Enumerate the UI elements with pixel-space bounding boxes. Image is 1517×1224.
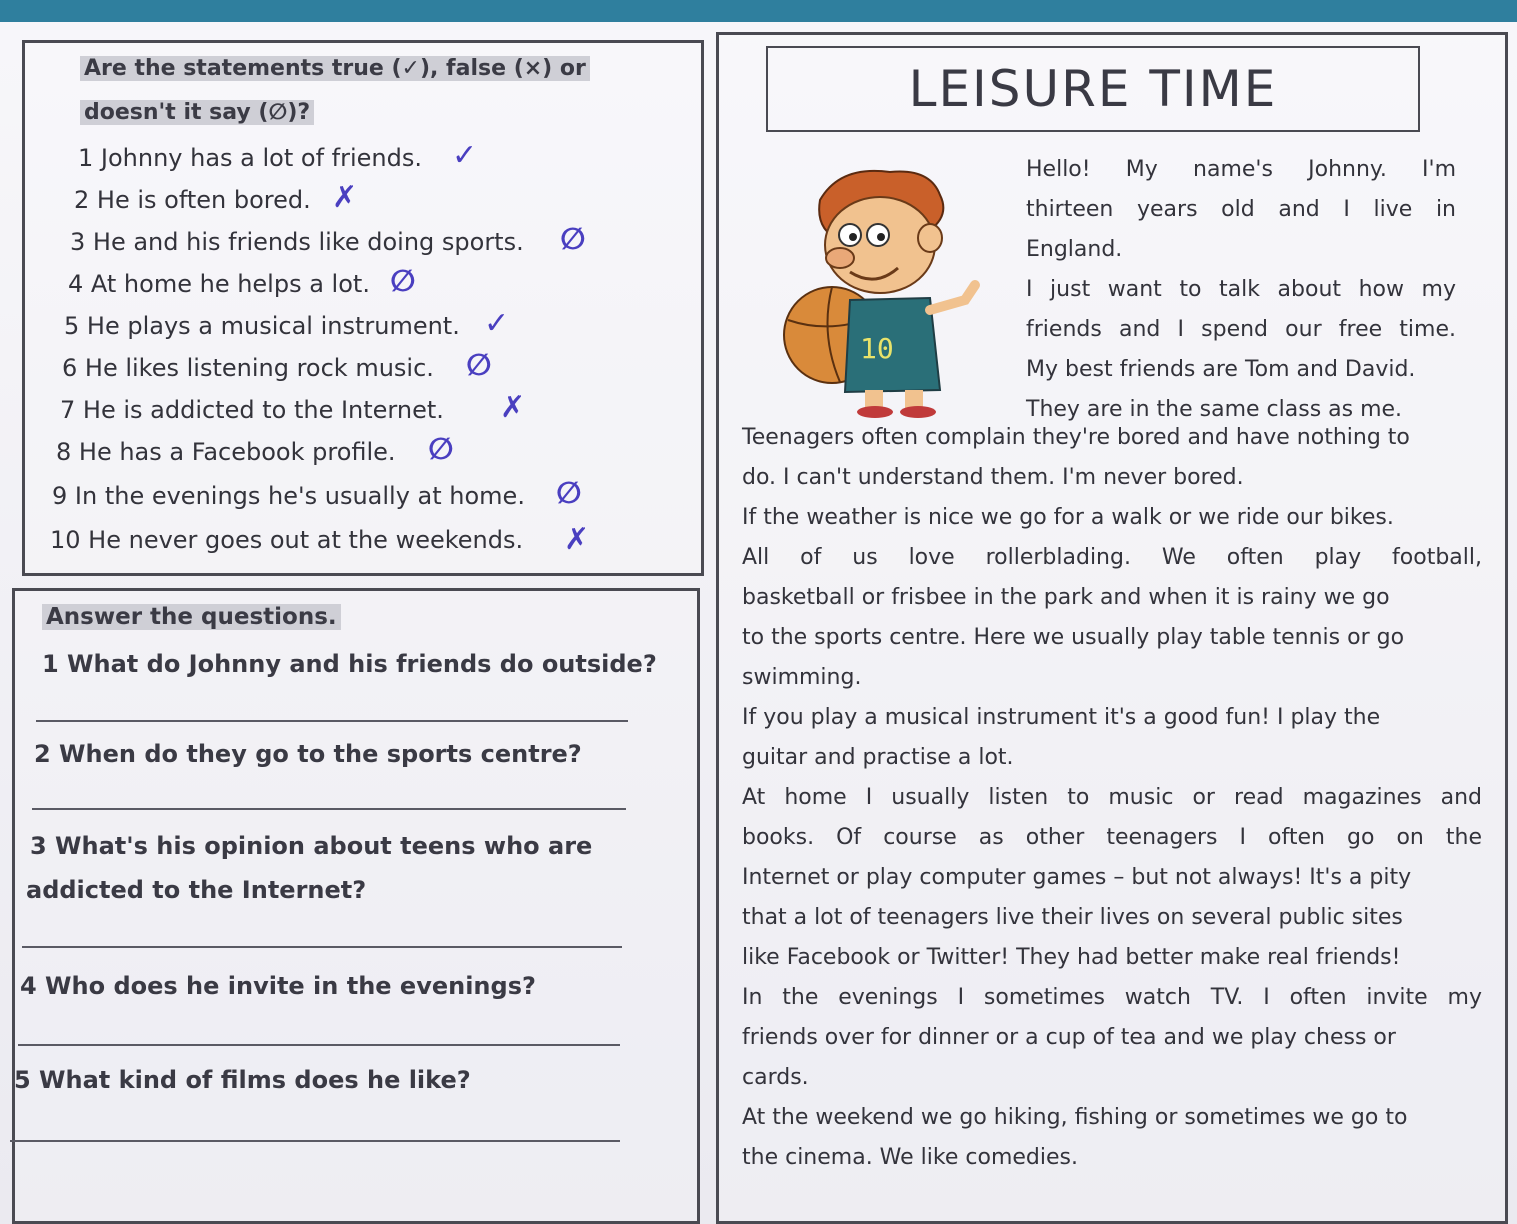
cross-mark: ✗ <box>500 390 526 425</box>
question-4: 4 Who does he invite in the evenings? <box>20 972 536 1000</box>
text-line: books. Of course as other teenagers I often go on the <box>742 825 1482 850</box>
text-line: swimming. <box>742 665 862 690</box>
text-line: If you play a musical instrument it's a good fun! I play the <box>742 705 1381 730</box>
answer-line-4[interactable] <box>18 1044 620 1046</box>
empty-set-mark: ∅ <box>556 476 582 511</box>
tf-statement: 7 He is addicted to the Internet. <box>60 396 444 424</box>
boy-with-basketball-illustration <box>780 160 1000 420</box>
tf-instruction-line1: Are the statements true (✓), false (×) or <box>80 56 590 81</box>
answer-line-1[interactable] <box>36 720 628 722</box>
empty-set-mark: ∅ <box>390 264 416 299</box>
main-text <box>742 418 1482 1178</box>
tf-statement: 4 At home he helps a lot. <box>68 270 370 298</box>
answer-line-3[interactable] <box>22 946 622 948</box>
text-line: like Facebook or Twitter! They had better make real friends! <box>742 945 1401 970</box>
text-line: In the evenings I sometimes watch TV. I often invite my <box>742 985 1482 1010</box>
text-line: Internet or play computer games – but not always! It's a pity <box>742 865 1412 890</box>
cross-mark: ✗ <box>564 522 590 557</box>
tf-statement: 9 In the evenings he's usually at home. <box>52 482 525 510</box>
text-line: Hello! My name's Johnny. I'm <box>1026 157 1456 182</box>
tf-statement: 6 He likes listening rock music. <box>62 354 434 382</box>
text-line: All of us love rollerblading. We often play football, <box>742 545 1482 570</box>
question-3: 3 What's his opinion about teens who are <box>30 832 593 860</box>
text-line: Teenagers often complain they're bored and have nothing to <box>742 425 1410 450</box>
tf-instruction-line2: doesn't it say (∅)? <box>80 100 314 125</box>
text-line: At the weekend we go hiking, fishing or sometimes we go to <box>742 1105 1408 1130</box>
tf-statement: 8 He has a Facebook profile. <box>56 438 396 466</box>
tf-statement: 2 He is often bored. <box>74 186 311 214</box>
empty-set-mark: ∅ <box>428 432 454 467</box>
question-2: 2 When do they go to the sports centre? <box>34 740 582 768</box>
text-line: friends over for dinner or a cup of tea and we play chess or <box>742 1025 1396 1050</box>
title-box <box>766 46 1420 132</box>
text-line: friends and I spend our free time. <box>1026 317 1456 342</box>
text-line: basketball or frisbee in the park and when it is rainy we go <box>742 585 1390 610</box>
check-mark: ✓ <box>452 138 478 173</box>
tf-statement: 10 He never goes out at the weekends. <box>50 526 524 554</box>
question-5: 5 What kind of films does he like? <box>14 1066 471 1094</box>
qa-instruction: Answer the questions. <box>42 604 341 630</box>
empty-set-mark: ∅ <box>466 348 492 383</box>
empty-set-mark: ∅ <box>560 222 586 257</box>
tf-statement: 5 He plays a musical instrument. <box>64 312 460 340</box>
text-line: I just want to talk about how my <box>1026 277 1456 302</box>
tf-statement: 1 Johnny has a lot of friends. <box>78 144 422 172</box>
answer-line-5[interactable] <box>10 1140 620 1142</box>
answer-questions-exercise <box>12 588 700 1224</box>
text-line: If the weather is nice we go for a walk or we ride our bikes. <box>742 505 1394 530</box>
check-mark: ✓ <box>484 306 510 341</box>
question-1: 1 What do Johnny and his friends do outside? <box>42 650 657 678</box>
page-title: LEISURE TIME <box>908 60 1278 118</box>
text-line: to the sports centre. Here we usually play table tennis or go <box>742 625 1405 650</box>
intro-text <box>1026 150 1456 430</box>
text-line: guitar and practise a lot. <box>742 745 1014 770</box>
question-3-cont: addicted to the Internet? <box>26 876 367 904</box>
text-line: thirteen years old and I live in <box>1026 197 1456 222</box>
text-line: cards. <box>742 1065 809 1090</box>
text-line: do. I can't understand them. I'm never bored. <box>742 465 1244 490</box>
text-line: My best friends are Tom and David. <box>1026 357 1416 382</box>
text-line: They are in the same class as me. <box>1026 397 1403 422</box>
text-line: the cinema. We like comedies. <box>742 1145 1078 1170</box>
jersey-number: 10 <box>860 332 894 365</box>
answer-line-2[interactable] <box>32 808 626 810</box>
tf-statement: 3 He and his friends like doing sports. <box>70 228 524 256</box>
text-line: At home I usually listen to music or read magazines and <box>742 785 1482 810</box>
text-line: England. <box>1026 237 1123 262</box>
text-line: that a lot of teenagers live their lives on several public sites <box>742 905 1403 930</box>
cross-mark: ✗ <box>332 180 358 215</box>
